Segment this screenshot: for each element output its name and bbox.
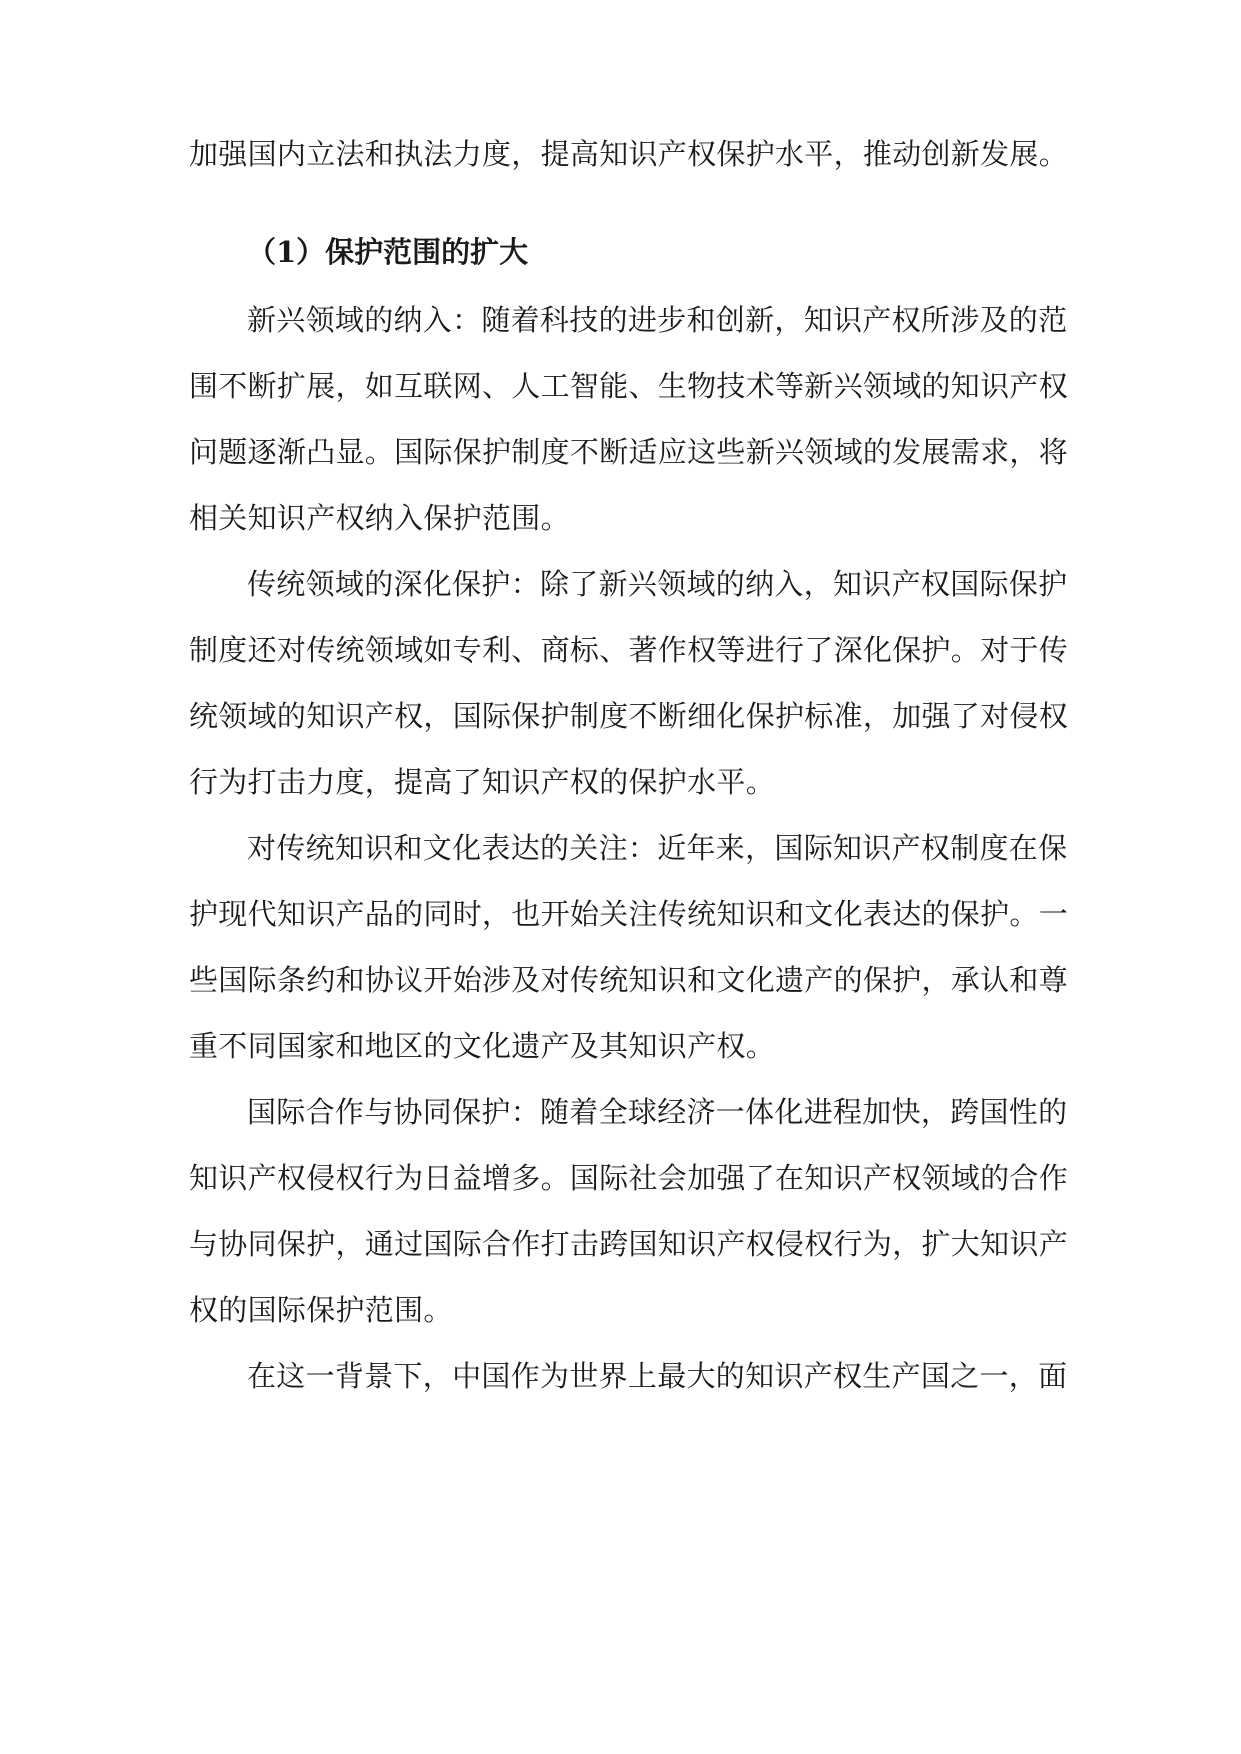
paragraph-line: 知识产权侵权行为日益增多。国际社会加强了在知识产权领域的合作 xyxy=(189,1161,1069,1195)
paragraph-line: 新兴领域的纳入：随着科技的进步和创新，知识产权所涉及的范 xyxy=(247,303,1068,337)
paragraph-line: 围不断扩展，如互联网、人工智能、生物技术等新兴领域的知识产权 xyxy=(189,369,1069,403)
paragraph-line: 在这一背景下，中国作为世界上最大的知识产权生产国之一，面 xyxy=(247,1359,1068,1393)
paragraph-line: 护现代知识产品的同时，也开始关注传统知识和文化表达的保护。一 xyxy=(189,897,1069,931)
paragraph-line: 传统领域的深化保护：除了新兴领域的纳入，知识产权国际保护 xyxy=(247,567,1068,601)
paragraph-line: 加强国内立法和执法力度，提高知识产权保护水平，推动创新发展。 xyxy=(189,137,1069,171)
paragraph-line: 与协同保护，通过国际合作打击跨国知识产权侵权行为，扩大知识产 xyxy=(189,1227,1069,1261)
paragraph-line: 权的国际保护范围。 xyxy=(189,1293,453,1327)
paragraph-line: 国际合作与协同保护：随着全球经济一体化进程加快，跨国性的 xyxy=(247,1095,1068,1129)
section-heading: （1）保护范围的扩大 xyxy=(247,235,529,269)
paragraph-line: 相关知识产权纳入保护范围。 xyxy=(189,501,570,535)
paragraph-line: 问题逐渐凸显。国际保护制度不断适应这些新兴领域的发展需求，将 xyxy=(189,435,1069,469)
paragraph-line: 重不同国家和地区的文化遗产及其知识产权。 xyxy=(189,1029,776,1063)
paragraph-line: 统领域的知识产权，国际保护制度不断细化保护标准，加强了对侵权 xyxy=(189,699,1069,733)
paragraph-line: 制度还对传统领域如专利、商标、著作权等进行了深化保护。对于传 xyxy=(189,633,1069,667)
paragraph-line: 些国际条约和协议开始涉及对传统知识和文化遗产的保护，承认和尊 xyxy=(189,963,1069,997)
paragraph-line: 对传统知识和文化表达的关注：近年来，国际知识产权制度在保 xyxy=(247,831,1068,865)
paragraph-line: 行为打击力度，提高了知识产权的保护水平。 xyxy=(189,765,776,799)
